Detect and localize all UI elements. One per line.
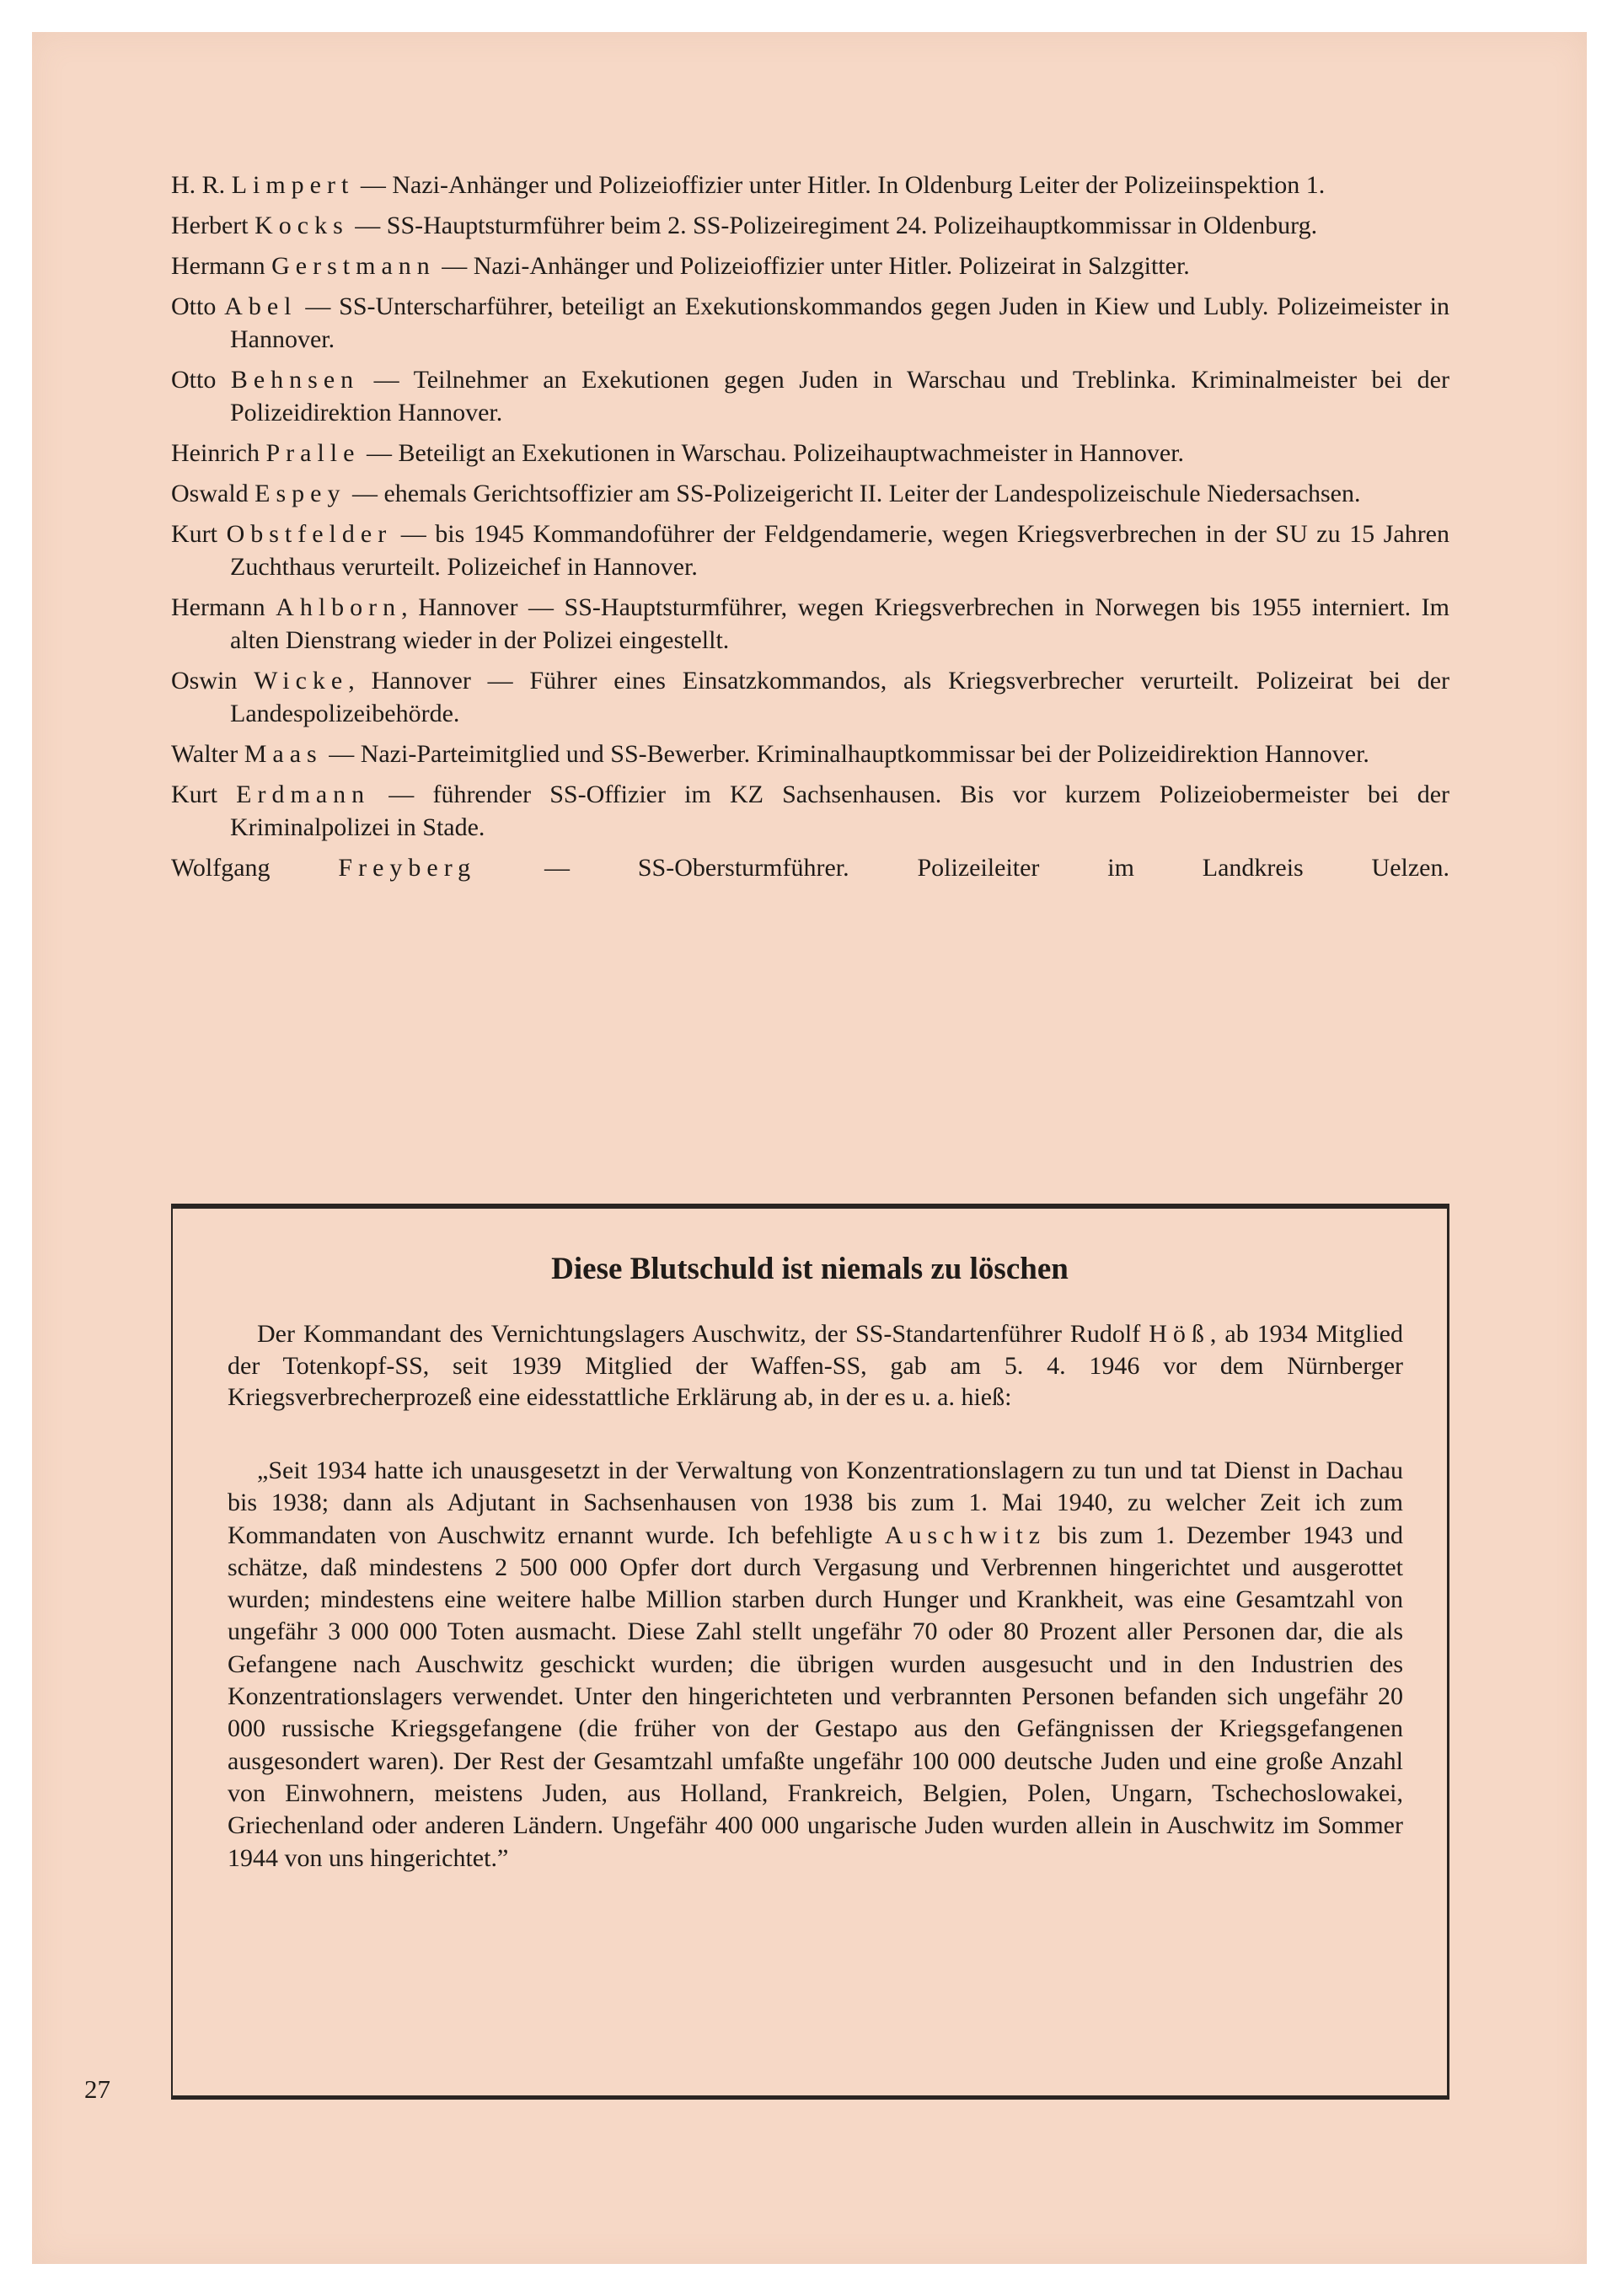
box-title: Diese Blutschuld ist niemals zu löschen: [551, 1252, 1069, 1286]
entry-first-name: H. R.: [171, 171, 226, 199]
list-item: [171, 778, 1449, 844]
entry-surname: Obstfelder: [226, 520, 393, 548]
entry-first-name: Herbert: [171, 212, 249, 239]
list-item: [171, 738, 1449, 770]
list-item: [171, 209, 1449, 242]
entry-description: — führender SS-Offizier im KZ Sachsenhausen. Bis vor kurzem Polizeiobermeister bei der Kriminalpolizei in Stade.: [230, 781, 1450, 841]
entry-surname: Abel: [224, 292, 297, 320]
entry-description: , Hannover — SS-Hauptsturmführer, wegen Kriegsverbrechen in Norwegen bis 1955 interniert. Im alten Dienstrang wieder in der Polizei eingestellt.: [230, 593, 1450, 654]
entry-description: — bis 1945 Kommandoführer der Feldgendamerie, wegen Kriegsverbrechen in der SU zu 15 Jahren Zuchthaus verurteilt. Polizeichef in Hannover.: [230, 520, 1450, 581]
box-quote-paragraph: [228, 1455, 1403, 1875]
list-item: [171, 664, 1449, 730]
list-item: [171, 477, 1449, 510]
entry-description: — Nazi-Anhänger und Polizeioffizier unter Hitler. In Oldenburg Leiter der Polizeiinspektion 1.: [354, 171, 1326, 199]
list-item: [171, 363, 1449, 429]
quote-text: bis zum 1. Dezember 1943 und schätze, daß mindestens 2 500 000 Opfer dort durch Vergasung und Verbrennen hingerichtet und ausgerottet wurden; mindestens eine weitere halbe Million starben durch Hunger und Krankheit, was eine Gesamtzahl von ungefähr 3 000 000 Toten ausmacht. Diese Zahl stellt ungefähr 70 oder 80 Prozent aller Personen dar, die als Gefangene nach Auschwitz geschickt wurden; die übrigen wurden ausgesucht und in den Industrien des Konzentrationslagers verwendet. Unter den hingerichteten und verbrannten Personen befanden sich ungefähr 20 000 russische Kriegsgefangene (die früher von der Gestapo aus den Gefängnissen der Kriegsgefangenen ausgesondert waren). Der Rest der Gesamtzahl umfaßte ungefähr 100 000 deutsche Juden und eine große Anzahl von Einwohnern, meistens Juden, aus Holland, Frankreich, Belgien, Polen, Ungarn, Tschechoslowakei, Griechenland oder anderen Ländern. Ungefähr 400 000 ungarische Juden wurden allein in Auschwitz im Sommer 1944 von uns hingerichtet.”: [228, 1521, 1403, 1872]
entry-surname: Behnsen: [230, 366, 360, 394]
intro-text: , ab 1934 Mitglied der Totenkopf-SS, seit 1939 Mitglied der Waffen-SS, gab am 5. 4. 1946 vor dem Nürnberger Kriegsverbrecherprozeß eine eidesstattliche Erklärung ab, in der es u. a. hieß:: [228, 1320, 1403, 1411]
quote-place: Auschwitz: [884, 1521, 1047, 1549]
list-item: [171, 518, 1449, 583]
entry-first-name: Otto: [171, 292, 217, 320]
officer-list: [171, 169, 1449, 892]
list-item: [171, 591, 1449, 657]
entry-first-name: Hermann: [171, 252, 265, 280]
entry-description: — Teilnehmer an Exekutionen gegen Juden in Warschau und Treblinka. Kriminalmeister bei der Polizeidirektion Hannover.: [230, 366, 1449, 426]
entry-description: — SS-Unterscharführer, beteiligt an Exekutionskommandos gegen Juden in Kiew und Lubly. Polizeimeister in Hannover.: [230, 292, 1450, 353]
entry-description: — ehemals Gerichtsoffizier am SS-Polizeigericht II. Leiter der Landespolizeischule Niedersachsen.: [346, 480, 1361, 507]
entry-surname: Limpert: [231, 171, 355, 199]
entry-surname: Ahlborn: [276, 593, 402, 621]
entry-first-name: Wolfgang: [171, 854, 271, 882]
entry-surname: Gerstmann: [271, 252, 436, 280]
entry-surname: Wicke: [254, 667, 349, 695]
entry-surname: Pralle: [265, 439, 361, 467]
entry-surname: Maas: [244, 740, 323, 768]
entry-description: — SS-Obersturmführer. Polizeileiter im Landkreis Uelzen.: [476, 854, 1449, 882]
intro-name: Höß: [1149, 1320, 1210, 1348]
entry-description: — SS-Hauptsturmführer beim 2. SS-Polizeiregiment 24. Polizeihauptkommissar in Oldenburg.: [348, 212, 1318, 239]
entry-first-name: Heinrich: [171, 439, 260, 467]
entry-first-name: Oswin: [171, 667, 238, 695]
box-intro-paragraph: [228, 1318, 1403, 1414]
entry-first-name: Oswald: [171, 480, 249, 507]
quote-text: „Seit 1934 hatte ich unausgesetzt in der Verwaltung von Konzentrationslagern zu tun und tat Dienst in Dachau bis 1938; dann als Adjutant in Sachsenhausen von 1938 bis zum 1. Mai 1940, zu welcher Zeit ich zum Kommandaten von Auschwitz ernannt wurde. Ich befehligte: [228, 1456, 1403, 1549]
intro-text: Der Kommandant des Vernichtungslagers Auschwitz, der SS-Standartenführer Rudolf: [257, 1320, 1149, 1348]
entry-description: — Beteiligt an Exekutionen in Warschau. Polizeihauptwachmeister in Hannover.: [360, 439, 1185, 467]
entry-first-name: Kurt: [171, 520, 217, 548]
entry-first-name: Otto: [171, 366, 217, 394]
list-item: [171, 851, 1449, 884]
list-item: [171, 437, 1449, 469]
entry-first-name: Hermann: [171, 593, 265, 621]
entry-surname: Freyberg: [338, 854, 477, 882]
entry-description: — Nazi-Anhänger und Polizeioffizier unter Hitler. Polizeirat in Salzgitter.: [435, 252, 1190, 280]
page-number: 27: [84, 2074, 110, 2104]
entry-surname: Erdmann: [236, 781, 371, 808]
list-item: [171, 249, 1449, 282]
entry-first-name: Kurt: [171, 781, 217, 808]
quote-box: [171, 1204, 1449, 2100]
entry-surname: Espey: [254, 480, 346, 507]
list-item: [171, 169, 1449, 201]
entry-first-name: Walter: [171, 740, 238, 768]
list-item: [171, 290, 1449, 356]
entry-surname: Kocks: [254, 212, 349, 239]
entry-description: — Nazi-Parteimitglied und SS-Bewerber. Kriminalhauptkommissar bei der Polizeidirektion Hannover.: [322, 740, 1369, 768]
entry-description: , Hannover — Führer eines Einsatzkommandos, als Kriegsverbrecher verurteilt. Polizeirat bei der Landespolizeibehörde.: [230, 667, 1450, 727]
